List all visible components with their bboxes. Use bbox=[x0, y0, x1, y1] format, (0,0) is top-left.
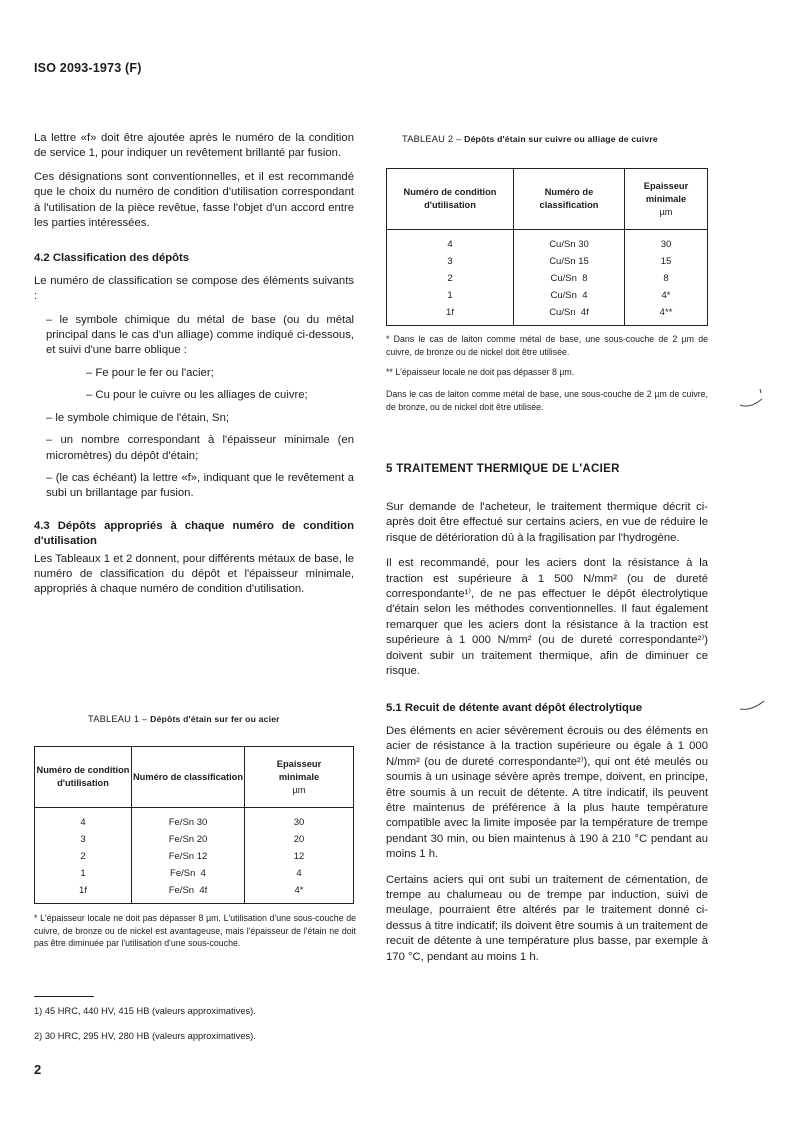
table-cell: Cu/Sn 8 bbox=[514, 270, 625, 287]
right-column bbox=[386, 500, 708, 965]
table-cell: 1 bbox=[387, 287, 514, 304]
table-2-caption bbox=[402, 134, 658, 144]
section-4-3-text: Les Tableaux 1 et 2 donnent, pour différents métaux de base, le numéro de classification du dépôt et l'épaisseur minimale, appropriés à chaque numéro de condition d'utilisation. bbox=[34, 552, 354, 596]
section-5-1-paragraph-1: Des éléments en acier sévèrement écrouis ou des éléments en acier de résistance à la traction supérieure ou égale à 1 000 N/mm² (ou de dureté correspondante²⁾), qui ont été meulés ou soumis à un usinage sévère après trempe, doivent, en principe, être soumis à un recuit de détente. A titre indicatif, ils peuvent être maintenus de préférence à la plus haute température compatible avec la limite imposée par la température de trempe pendant 30 min, ou bien maintenus à 190 à 210 °C pendant au moins 1 h. bbox=[386, 724, 708, 861]
table-2-footnote-3: Dans le cas de laiton comme métal de base, une sous-couche de 2 µm de cuivre, de bronze, ou de nickel doit être utilisée. bbox=[386, 389, 708, 412]
list-subitem-cu: – Cu pour le cuivre ou les alliages de cuivre; bbox=[86, 389, 308, 402]
table-cell: 4 bbox=[35, 808, 132, 832]
table-cell: 2 bbox=[387, 270, 514, 287]
table-2-header-thickness-label: Epaisseur minimale bbox=[643, 180, 689, 204]
table-2 bbox=[386, 168, 708, 326]
table-2-header-thickness bbox=[625, 169, 708, 230]
table-cell: 4* bbox=[245, 882, 354, 904]
section-4-3-title: 4.3 Dépôts appropriés à chaque numéro de condition d'utilisation bbox=[34, 519, 354, 548]
table-cell: 12 bbox=[245, 848, 354, 865]
table-cell: 30 bbox=[245, 808, 354, 832]
table-cell: Fe/Sn 20 bbox=[132, 831, 245, 848]
table-cell: 4 bbox=[387, 230, 514, 254]
footnote-divider bbox=[34, 996, 94, 997]
table-cell: Fe/Sn 12 bbox=[132, 848, 245, 865]
left-column bbox=[34, 131, 354, 598]
table-2-footnote-2: ** L'épaisseur locale ne doit pas dépasser 8 µm. bbox=[386, 367, 575, 377]
margin-mark-icon bbox=[738, 385, 768, 415]
intro-paragraph-1: La lettre «f» doit être ajoutée après le numéro de la condition de service 1, pour indiquer un revêtement brillanté par fusion. bbox=[34, 132, 354, 160]
table-1-caption-title: Dépôts d'étain sur fer ou acier bbox=[150, 714, 280, 724]
table-cell: Cu/Sn 4f bbox=[514, 304, 625, 326]
table-2-caption-prefix: TABLEAU 2 – bbox=[402, 134, 465, 144]
section-5-paragraph-1: Sur demande de l'acheteur, le traitement thermique décrit ci-après doit être effectué sur certains aciers, en vue de réduire le risque de détérioration dû à la fragilisation par l'hydrogène. bbox=[386, 501, 708, 544]
list-item-base-metal: – le symbole chimique du métal de base (ou du métal principal dans le cas d'un alliage) comme indiqué ci-dessous, et suivi d'une barre oblique : bbox=[46, 313, 354, 357]
table-cell: Fe/Sn 4f bbox=[132, 882, 245, 904]
section-5-1-title: 5.1 Recuit de détente avant dépôt électrolytique bbox=[386, 702, 643, 715]
section-5-1-paragraph-2: Certains aciers qui ont subi un traitement de cémentation, de trempe au chalumeau ou de trempe par induction, suivi de meulage, pourraient être altérés par le traitement donné ci-dessus à titre indicatif; ils doivent être soumis à un traitement de recuit de détente à une température plus basse, par exemple à 170 °C, pendant au moins 1 h. bbox=[386, 873, 708, 963]
table-1-header-thickness bbox=[245, 747, 354, 808]
margin-mark-icon bbox=[738, 695, 768, 715]
table-cell: 20 bbox=[245, 831, 354, 848]
table-cell: 30 bbox=[625, 230, 708, 254]
table-1-caption-prefix: TABLEAU 1 – bbox=[88, 714, 151, 724]
footnote-2: 2) 30 HRC, 295 HV, 280 HB (valeurs approximatives). bbox=[34, 1031, 256, 1041]
table-1-header-thickness-label: Epaisseur minimale bbox=[276, 758, 322, 782]
table-1-header-condition: Numéro de condition d'utilisation bbox=[35, 747, 132, 808]
table-1-footnote: * L'épaisseur locale ne doit pas dépasser 8 µm. L'utilisation d'une sous-couche de cuivre, de bronze ou de nickel est avantageuse, mais l'épaisseur de l'étain ne doit pas être diminuée par l'utilisation d'une sous-couche. bbox=[34, 913, 356, 949]
table-cell: 2 bbox=[35, 848, 132, 865]
table-2-header-unit: µm bbox=[659, 206, 673, 217]
table-cell: Fe/Sn 30 bbox=[132, 808, 245, 832]
table-cell: Cu/Sn 30 bbox=[514, 230, 625, 254]
list-subitem-fe: – Fe pour le fer ou l'acier; bbox=[86, 366, 214, 379]
list-item-tin-symbol: – le symbole chimique de l'étain, Sn; bbox=[46, 411, 230, 424]
table-cell: Cu/Sn 4 bbox=[514, 287, 625, 304]
list-item-letter-f: – (le cas échéant) la lettre «f», indiquant que le revêtement a subi un brillantage par fusion. bbox=[46, 471, 354, 500]
table-1 bbox=[34, 746, 354, 904]
list-item-thickness: – un nombre correspondant à l'épaisseur minimale (en micromètres) du dépôt d'étain; bbox=[46, 434, 354, 462]
section-5-paragraph-2: Il est recommandé, pour les aciers dont la résistance à la traction est supérieure à 1 500 N/mm² (ou de dureté correspondante¹⁾, de ne pas effectuer le dépôt électrolytique d'étain selon les méthodes conventionnelles. Il faut également remarquer que les aciers dont la résistance à la traction est supérieure à 1 000 N/mm² (ou de dureté correspondante²⁾) doivent subir un traitement thermique, afin de diminuer ce risque. bbox=[386, 557, 708, 678]
section-4-2-title: 4.2 Classification des dépôts bbox=[34, 252, 190, 265]
table-cell: 1 bbox=[35, 865, 132, 882]
table-row bbox=[35, 831, 354, 848]
page-number: 2 bbox=[34, 1062, 42, 1077]
footnote-1: 1) 45 HRC, 440 HV, 415 HB (valeurs approximatives). bbox=[34, 1006, 256, 1016]
table-cell: 3 bbox=[387, 253, 514, 270]
table-row bbox=[387, 253, 708, 270]
table-row bbox=[387, 270, 708, 287]
table-2-footnote-1: * Dans le cas de laiton comme métal de base, une sous-couche de 2 µm de cuivre, de bronze ou de nickel doit être utilisée. bbox=[386, 334, 708, 357]
table-row bbox=[35, 882, 354, 904]
table-row bbox=[387, 287, 708, 304]
table-2-caption-title: Dépôts d'étain sur cuivre ou alliage de cuivre bbox=[464, 134, 658, 144]
table-cell: 4 bbox=[245, 865, 354, 882]
table-row bbox=[387, 230, 708, 254]
table-row bbox=[35, 808, 354, 832]
table-row bbox=[35, 848, 354, 865]
table-2-header-condition: Numéro de condition d'utilisation bbox=[387, 169, 514, 230]
document-header: ISO 2093-1973 (F) bbox=[34, 61, 142, 75]
table-1-caption bbox=[88, 714, 280, 724]
table-cell: 3 bbox=[35, 831, 132, 848]
table-cell: 15 bbox=[625, 253, 708, 270]
table-cell: Fe/Sn 4 bbox=[132, 865, 245, 882]
table-1-header-classification: Numéro de classification bbox=[132, 747, 245, 808]
table-1-header-unit: µm bbox=[292, 784, 306, 795]
section-5-title: 5 TRAITEMENT THERMIQUE DE L'ACIER bbox=[386, 463, 620, 475]
table-2-header-classification: Numéro de classification bbox=[514, 169, 625, 230]
section-4-2-intro: Le numéro de classification se compose des éléments suivants : bbox=[34, 274, 354, 303]
table-cell: Cu/Sn 15 bbox=[514, 253, 625, 270]
table-row bbox=[35, 865, 354, 882]
table-cell: 1f bbox=[387, 304, 514, 326]
table-cell: 4** bbox=[625, 304, 708, 326]
table-row bbox=[387, 304, 708, 326]
table-cell: 8 bbox=[625, 270, 708, 287]
intro-paragraph-2: Ces désignations sont conventionnelles, et il est recommandé que le choix du numéro de condition d'utilisation correspondant à l'utilisation de la pièce revêtue, fasse l'objet d'un accord entre les parties intéressées. bbox=[34, 170, 354, 230]
table-cell: 1f bbox=[35, 882, 132, 904]
table-cell: 4* bbox=[625, 287, 708, 304]
